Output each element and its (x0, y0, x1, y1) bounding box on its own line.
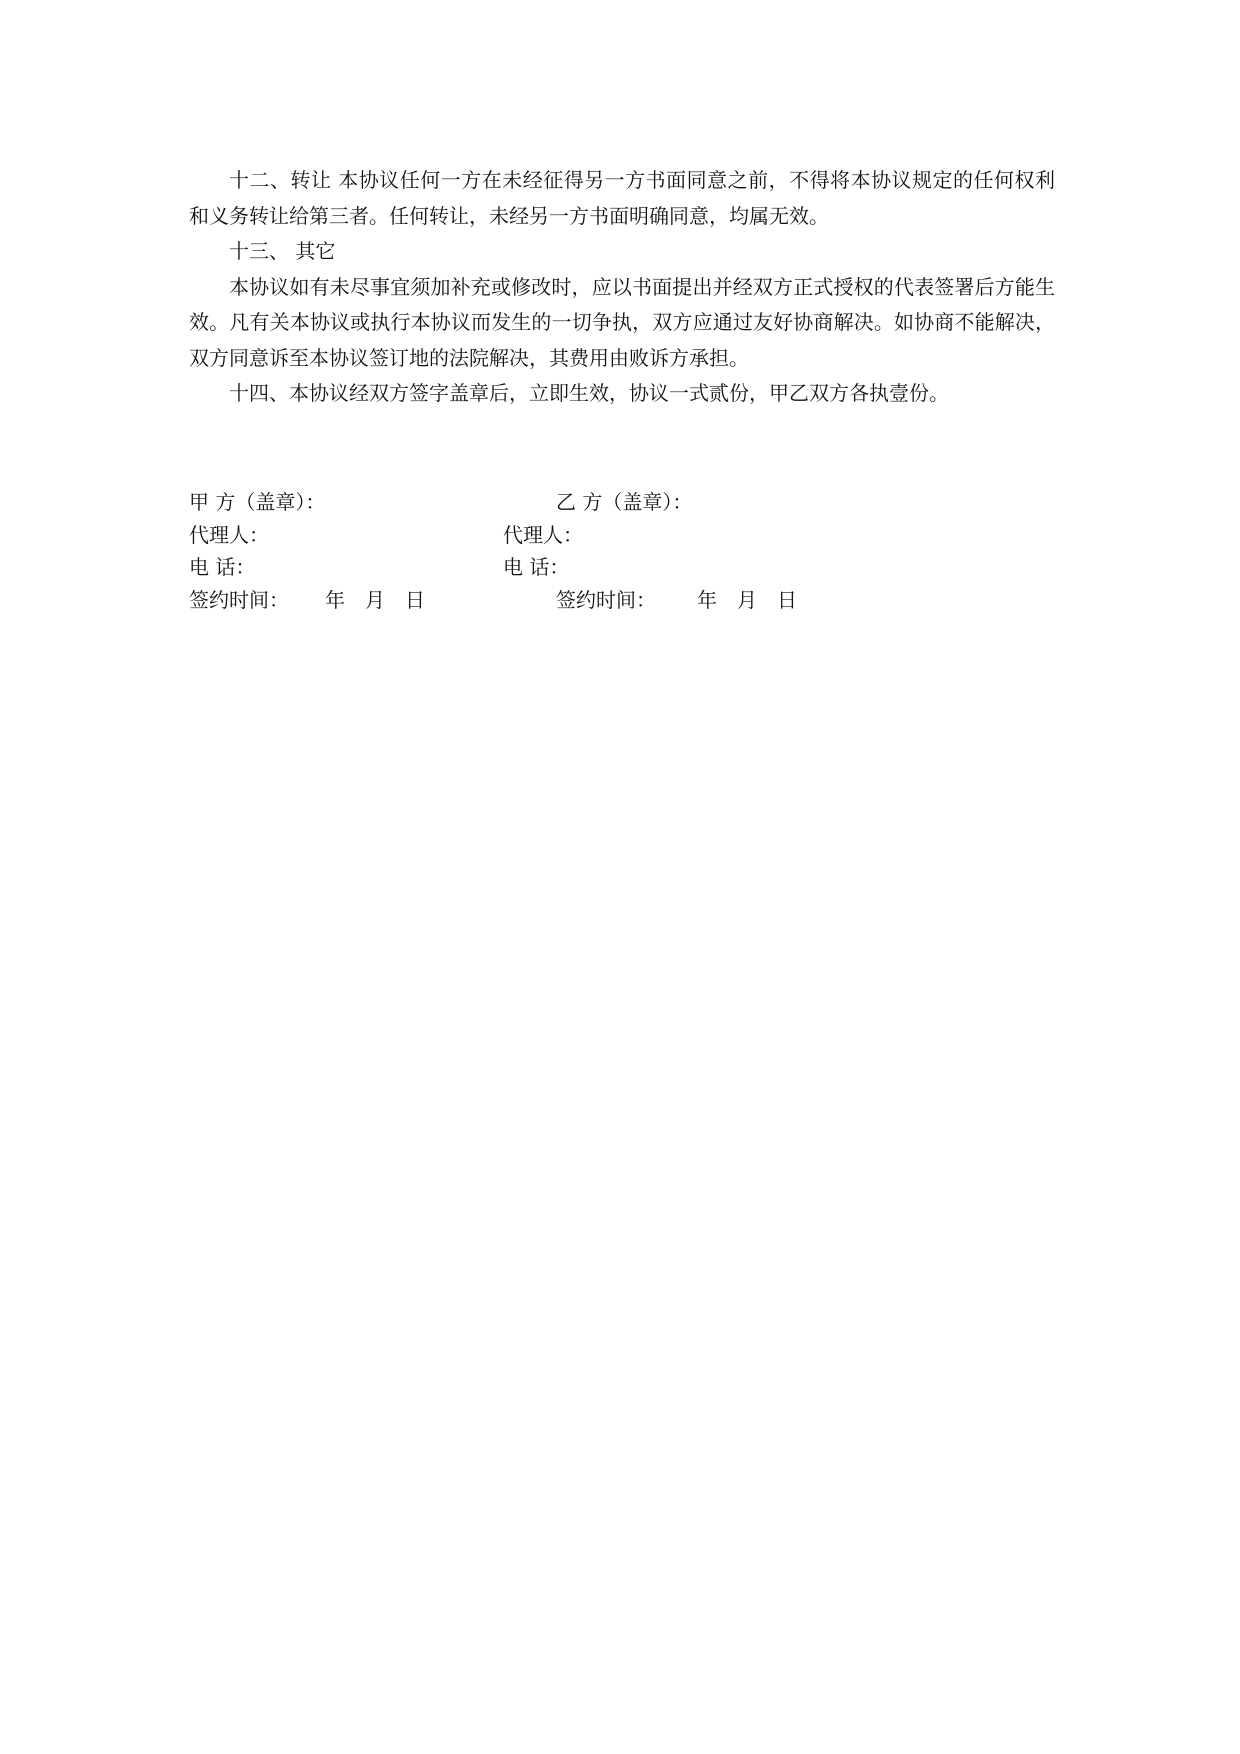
party-a-year-label: 年 (325, 587, 345, 612)
clause-13-heading: 十三、 其它 (229, 239, 336, 263)
party-a-day-label: 日 (405, 587, 425, 612)
party-b-day-label: 日 (777, 587, 797, 612)
party-b-year-label: 年 (697, 587, 717, 612)
party-b-sign-date (697, 584, 797, 617)
agreement-body (189, 163, 1055, 412)
party-b-month-label: 月 (737, 587, 757, 612)
signature-block (189, 486, 1055, 616)
party-b-agent-label: 代理人： (503, 522, 583, 547)
party-a-seal-label: 甲 方（盖章）： (189, 490, 326, 514)
party-a-agent-label: 代理人： (189, 522, 269, 547)
clause-14-effect: 十四、本协议经双方签字盖章后，立即生效，协议一式贰份，甲乙双方各执壹份。 (229, 381, 949, 405)
clause-12-transfer: 十二、转让 本协议任何一方在未经征得另一方书面同意之前，不得将本协议规定的任何权利和义务转让给第三者。任何转让，未经另一方书面明确同意，均属无效。 (189, 168, 1055, 228)
party-a-sign-time-label: 签约时间： (189, 587, 289, 612)
party-a-phone-label: 电 话： (189, 555, 256, 579)
party-b-sign-time-label: 签约时间： (556, 587, 656, 612)
sign-time-row (189, 584, 1055, 617)
phone-row (189, 551, 1055, 584)
agent-row (189, 519, 1055, 552)
party-b-seal-label: 乙 方（盖章）： (556, 490, 693, 514)
party-b-phone-label: 电 话： (503, 555, 570, 579)
party-a-sign-date (325, 584, 425, 617)
party-row (189, 486, 1055, 519)
clause-13-other: 本协议如有未尽事宜须加补充或修改时，应以书面提出并经双方正式授权的代表签署后方能生效。凡有关本协议或执行本协议而发生的一切争执，双方应通过友好协商解决。如协商不能解决，双方同意诉至本协议签订地的法院解决，其费用由败诉方承担。 (189, 274, 1055, 370)
party-a-month-label: 月 (365, 587, 385, 612)
